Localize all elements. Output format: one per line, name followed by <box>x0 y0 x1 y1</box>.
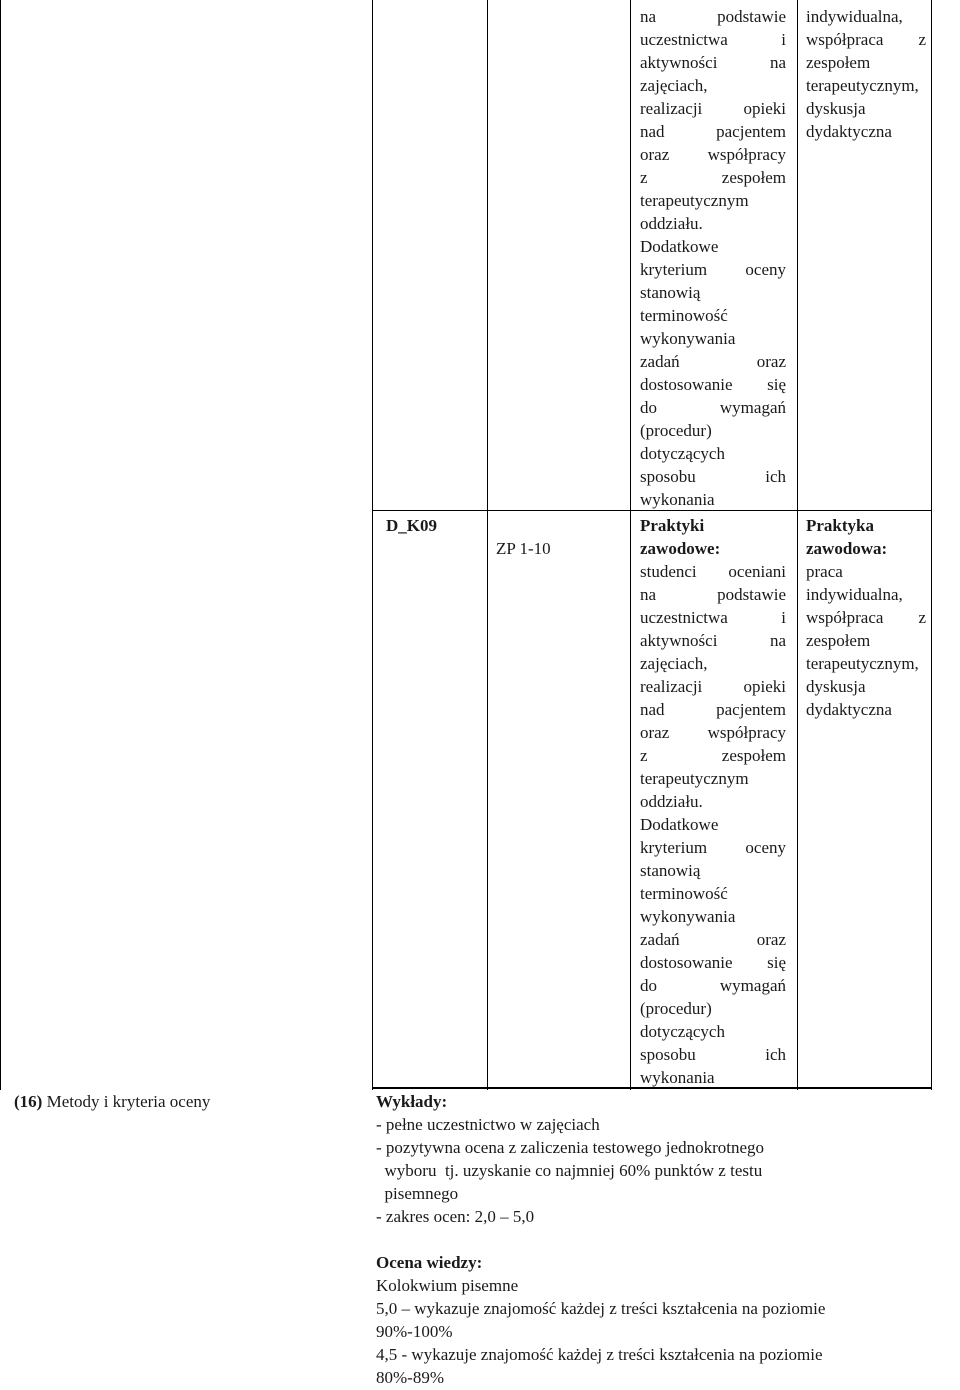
method-line: dyskusja <box>806 677 866 696</box>
effect-code-label: D_K09 <box>386 516 437 535</box>
assessment-line: wykonania <box>640 1068 715 1087</box>
assessment-line: uczestnictwa i <box>640 30 786 49</box>
knowledge-criteria <box>376 1274 936 1389</box>
lectures-heading: Wykłady: <box>376 1092 448 1111</box>
col-divider-4 <box>797 0 798 1090</box>
assessment-line: uczestnictwa i <box>640 608 786 627</box>
assessment-line: realizacji opieki <box>640 677 786 696</box>
assessment-line: kryterium oceny <box>640 260 786 279</box>
col-divider-3 <box>630 0 631 1090</box>
lecture-criterion: - pełne uczestnictwo w zajęciach <box>376 1115 600 1134</box>
lecture-criterion: wyboru tj. uzyskanie co najmniej 60% punktów z testu <box>376 1161 763 1180</box>
outcomes-label: ZP 1-10 <box>496 539 551 558</box>
assessment-line: zajęciach, <box>640 654 708 673</box>
assessment-line: Dodatkowe <box>640 815 719 834</box>
table-left-border <box>0 0 1 1090</box>
method-line: indywidualna, <box>806 585 903 604</box>
top-method-cell <box>806 5 926 143</box>
assessment-line: dotyczących <box>640 444 725 463</box>
section-16-label <box>14 1090 210 1113</box>
assessment-line: zadań oraz <box>640 930 786 949</box>
assessment-line: aktywności na <box>640 631 786 650</box>
assessment-line: kryterium oceny <box>640 838 786 857</box>
assessment-line: (procedur) <box>640 999 712 1018</box>
method-line: dydaktyczna <box>806 122 892 141</box>
lecture-criterion: - pozytywna ocena z zaliczenia testowego jednokrotnego <box>376 1138 765 1157</box>
assessment-line: terapeutycznym <box>640 191 749 210</box>
assessment-text <box>640 5 786 511</box>
assessment-line: oddziału. <box>640 214 703 233</box>
knowledge-heading: Ocena wiedzy: <box>376 1253 483 1272</box>
method-line: terapeutycznym, <box>806 76 919 95</box>
assessment-line: oraz współpracy <box>640 723 786 742</box>
assessment-line: dotyczących <box>640 1022 725 1041</box>
col-divider-2 <box>487 0 488 1090</box>
method-heading-line: Praktyka <box>806 516 874 535</box>
assessment-line: wykonywania <box>640 329 736 348</box>
assessment-line: do wymagań <box>640 398 786 417</box>
assessment-line: (procedur) <box>640 421 712 440</box>
assessment-line: na podstawie <box>640 7 786 26</box>
assessment-line: z zespołem <box>640 168 786 187</box>
method-line: dydaktyczna <box>806 700 892 719</box>
method-line: indywidualna, <box>806 7 903 26</box>
assessment-line: dostosowanie się <box>640 375 786 394</box>
assessment-line: oddziału. <box>640 792 703 811</box>
assessment-line: wykonania <box>640 490 715 509</box>
knowledge-criterion: 80%-89% <box>376 1368 444 1387</box>
assessment-line: dostosowanie się <box>640 953 786 972</box>
assessment-line: nad pacjentem <box>640 122 786 141</box>
assessment-line: Dodatkowe <box>640 237 719 256</box>
assessment-line: stanowią <box>640 861 701 880</box>
assessment-line: stanowią <box>640 283 701 302</box>
assessment-line: terminowość <box>640 884 728 903</box>
assessment-line: nad pacjentem <box>640 700 786 719</box>
knowledge-criterion: Kolokwium pisemne <box>376 1276 519 1295</box>
section-number: (16) <box>14 1092 43 1111</box>
method-line: zespołem <box>806 631 871 650</box>
method-line: terapeutycznym, <box>806 654 919 673</box>
assessment-line: z zespołem <box>640 746 786 765</box>
assessment-heading-line: zawodowe: <box>640 539 721 558</box>
assessment-line: sposobu ich <box>640 1045 786 1064</box>
assessment-line: aktywności na <box>640 53 786 72</box>
method-line: dyskusja <box>806 99 866 118</box>
assessment-line: terminowość <box>640 306 728 325</box>
section-16-content <box>376 1090 936 1389</box>
assessment-line: wykonywania <box>640 907 736 926</box>
assessment-line: zajęciach, <box>640 76 708 95</box>
assessment-line: oraz współpracy <box>640 145 786 164</box>
learning-outcomes <box>496 537 551 560</box>
dk09-method-cell <box>806 514 926 721</box>
knowledge-criterion: 4,5 - wykazuje znajomość każdej z treści kształcenia na poziomie <box>376 1345 823 1364</box>
method-heading <box>806 514 926 560</box>
lecture-criterion: - zakres ocen: 2,0 – 5,0 <box>376 1207 535 1226</box>
assessment-line: realizacji opieki <box>640 99 786 118</box>
assessment-line: sposobu ich <box>640 467 786 486</box>
method-text <box>806 560 926 721</box>
table-right-border <box>931 0 932 1090</box>
dk09-assessment-cell <box>640 514 786 1089</box>
lecture-criterion: pisemnego <box>376 1184 459 1203</box>
lectures-criteria <box>376 1113 936 1228</box>
assessment-heading <box>640 514 786 560</box>
assessment-line: terapeutycznym <box>640 769 749 788</box>
assessment-text <box>640 560 786 1089</box>
section-title: Metody i kryteria oceny <box>42 1092 211 1111</box>
assessment-line: zadań oraz <box>640 352 786 371</box>
col-divider-1 <box>372 0 373 1090</box>
method-text <box>806 5 926 143</box>
effect-code <box>386 514 437 537</box>
method-line: zespołem <box>806 53 871 72</box>
method-line: współpraca z <box>806 608 926 627</box>
assessment-heading-line: Praktyki <box>640 516 705 535</box>
knowledge-criterion: 5,0 – wykazuje znajomość każdej z treści kształcenia na poziomie <box>376 1299 826 1318</box>
assessment-line: studenci oceniani <box>640 562 786 581</box>
method-line: współpraca z <box>806 30 926 49</box>
top-assessment-cell <box>640 5 786 511</box>
method-heading-line: zawodowa: <box>806 539 888 558</box>
knowledge-criterion: 90%-100% <box>376 1322 453 1341</box>
assessment-line: na podstawie <box>640 585 786 604</box>
assessment-line: do wymagań <box>640 976 786 995</box>
method-line: praca <box>806 562 843 581</box>
